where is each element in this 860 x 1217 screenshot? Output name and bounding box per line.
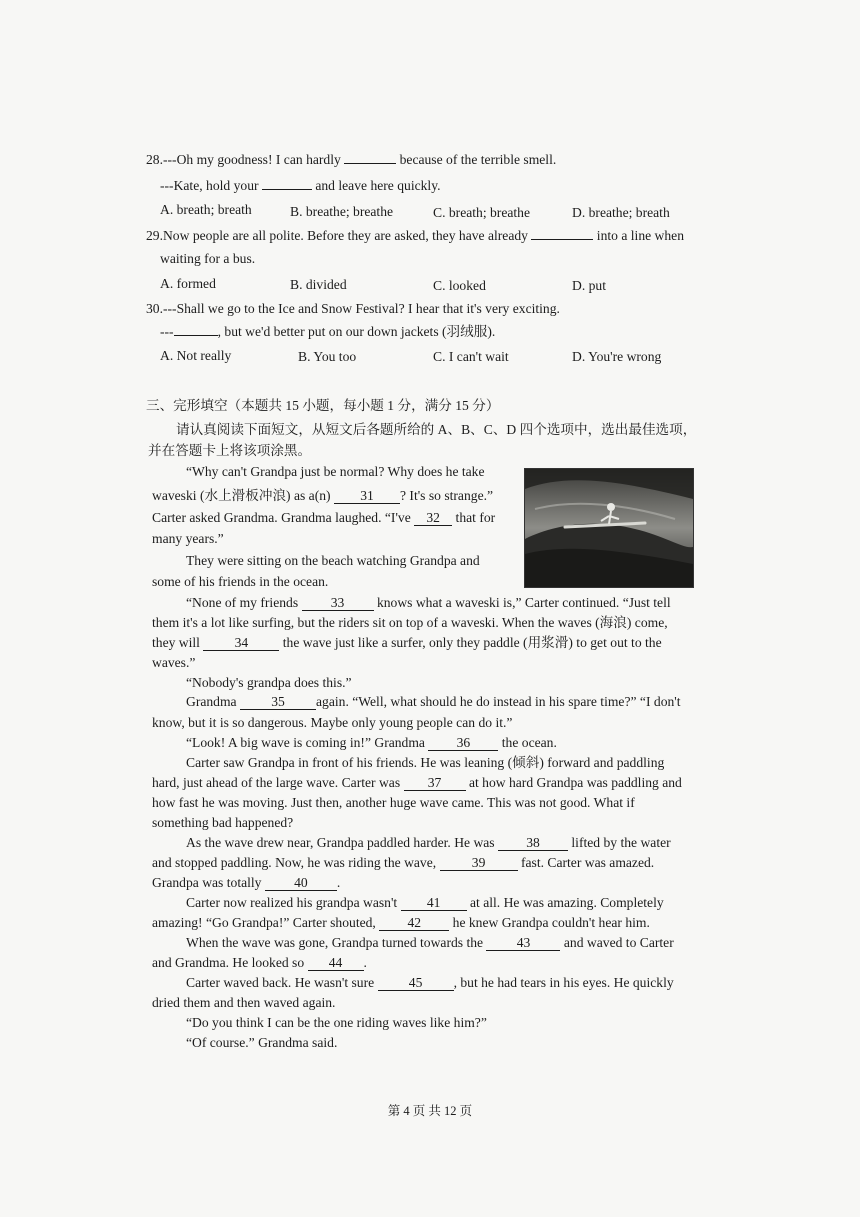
- blank-32: 32: [414, 511, 452, 526]
- passage-p1-line2-a: waveski (水上滑板冲浪) as a(n): [152, 488, 331, 503]
- blank-39: 39: [440, 856, 518, 871]
- passage-p8-line2: [152, 854, 654, 872]
- passage-p12: “Do you think I can be the one riding waves like him?”: [186, 1015, 487, 1030]
- q30-option-c: C. I can't wait: [433, 349, 509, 364]
- waveski-photo: [524, 468, 694, 588]
- passage-p5-line1: [186, 693, 681, 711]
- passage-p3-line3: [152, 634, 662, 652]
- q30-option-a: A. Not really: [160, 348, 232, 363]
- passage-p1-line1: “Why can't Grandpa just be normal? Why does he take: [186, 464, 485, 479]
- q28-stem-a: 28.---Oh my goodness! I can hardly: [146, 152, 341, 167]
- blank-45: 45: [378, 976, 454, 991]
- passage-p1-line2-b: ? It's so strange.”: [399, 488, 494, 503]
- passage-p10-line2: [152, 954, 367, 972]
- q28-line2: [160, 177, 441, 195]
- blank-33: 33: [302, 596, 374, 611]
- q28-stem: [146, 151, 556, 169]
- passage-p3-line3-b: the wave just like a surfer, only they paddle (用浆滑) to get out to the: [282, 635, 662, 650]
- passage-p3-line1-b: knows what a waveski is,” Carter continued. “Just tell: [376, 595, 671, 610]
- passage-p5-line2: know, but it is so dangerous. Maybe only young people can do it.”: [152, 715, 513, 730]
- q28-stem-b: because of the terrible smell.: [399, 152, 557, 167]
- passage-p9-line1-b: at all. He was amazing. Completely: [470, 895, 664, 910]
- passage-p6-b: the ocean.: [501, 735, 557, 750]
- passage-p6-a: “Look! A big wave is coming in!” Grandma: [186, 735, 425, 750]
- blank-38: 38: [498, 836, 568, 851]
- passage-p3-line4: waves.”: [152, 655, 196, 670]
- passage-p3-line2: them it's a lot like surfing, but the riders sit on top of a waveski. When the waves (海浪) come,: [152, 615, 668, 630]
- q30-line2-b: , but we'd better put on our down jackets (羽绒服).: [217, 324, 496, 339]
- passage-p3-line1-a: “None of my friends: [186, 595, 299, 610]
- blank-31: 31: [334, 489, 400, 504]
- passage-p10-line1: [186, 934, 674, 952]
- q28-line2-a: ---Kate, hold your: [160, 178, 259, 193]
- q28-option-d: D. breathe; breath: [572, 205, 670, 220]
- passage-p3-line3-a: they will: [152, 635, 200, 650]
- q29-line2: waiting for a bus.: [160, 251, 256, 266]
- passage-p2-line2: some of his friends in the ocean.: [152, 574, 329, 589]
- passage-p8-line1-a: As the wave drew near, Grandpa paddled harder. He was: [186, 835, 495, 850]
- q29-stem-a: 29.Now people are all polite. Before they are asked, they have already: [146, 228, 528, 243]
- passage-p7-line3: how fast he was moving. Just then, another huge wave came. This was not good. What if: [152, 795, 635, 810]
- waveski-illustration: [525, 469, 693, 587]
- passage-p8-line3-b: .: [336, 875, 341, 890]
- q28-blank-2: [262, 189, 312, 190]
- q28-line2-b: and leave here quickly.: [315, 178, 441, 193]
- blank-43: 43: [486, 936, 560, 951]
- passage-p1-line3-a: Carter asked Grandma. Grandma laughed. “I've: [152, 510, 411, 525]
- passage-p8-line3-a: Grandpa was totally: [152, 875, 262, 890]
- passage-p1-line3: [152, 509, 495, 527]
- blank-41: 41: [401, 896, 467, 911]
- passage-p7-line2: [152, 774, 682, 792]
- passage-p11-line1: [186, 974, 674, 992]
- passage-p10-line1-a: When the wave was gone, Grandpa turned towards the: [186, 935, 484, 950]
- q29-stem-b: into a line when: [596, 228, 685, 243]
- passage-p9-line1: [186, 894, 664, 912]
- q30-line2-a: ---: [160, 324, 174, 339]
- passage-p1-line4: many years.”: [152, 531, 224, 546]
- passage-p6: [186, 734, 557, 752]
- passage-p4: “Nobody's grandpa does this.”: [186, 675, 352, 690]
- passage-p1-line3-b: that for: [455, 510, 496, 525]
- passage-p1-line2: [152, 487, 493, 505]
- q30-line2: [160, 323, 495, 341]
- blank-36: 36: [428, 736, 498, 751]
- q29-option-a: A. formed: [160, 276, 216, 291]
- passage-p8-line2-b: fast. Carter was amazed.: [520, 855, 655, 870]
- q29-option-c: C. looked: [433, 278, 486, 293]
- q29-stem: [146, 227, 684, 245]
- passage-p7-line2-a: hard, just ahead of the large wave. Carter was: [152, 775, 401, 790]
- blank-42: 42: [379, 916, 449, 931]
- section-heading: 三、完形填空（本题共 15 小题，每小题 1 分，满分 15 分）: [146, 398, 500, 413]
- passage-p7-line4: something bad happened?: [152, 815, 294, 830]
- passage-p7-line2-b: at how hard Grandpa was paddling and: [468, 775, 682, 790]
- q28-option-a: A. breath; breath: [160, 202, 252, 217]
- passage-p7-line1: Carter saw Grandpa in front of his friends. He was leaning (倾斜) forward and paddling: [186, 755, 665, 770]
- passage-p9-line2-a: amazing! “Go Grandpa!” Carter shouted,: [152, 915, 376, 930]
- passage-p10-line2-a: and Grandma. He looked so: [152, 955, 305, 970]
- passage-p8-line1-b: lifted by the water: [571, 835, 671, 850]
- section-instruction-1: 请认真阅读下面短文，从短文后各题所给的 A、B、C、D 四个选项中，选出最佳选项，: [176, 422, 697, 437]
- q28-blank-1: [344, 163, 396, 164]
- blank-37: 37: [404, 776, 466, 791]
- passage-p13: “Of course.” Grandma said.: [186, 1035, 338, 1050]
- passage-p3-line1: [186, 594, 671, 612]
- passage-p10-line1-b: and waved to Carter: [563, 935, 674, 950]
- page-number-footer: 第 4 页 共 12 页: [387, 1104, 473, 1118]
- passage-p11-line1-a: Carter waved back. He wasn't sure: [186, 975, 375, 990]
- q29-blank: [531, 239, 593, 240]
- section-instruction-2: 并在答题卡上将该项涂黑。: [148, 443, 312, 458]
- blank-34: 34: [203, 636, 279, 651]
- q28-option-c: C. breath; breathe: [433, 205, 531, 220]
- passage-p8-line3: [152, 874, 340, 892]
- q30-option-b: B. You too: [298, 349, 357, 364]
- blank-44: 44: [308, 956, 364, 971]
- q29-option-b: B. divided: [290, 277, 347, 292]
- passage-p9-line1-a: Carter now realized his grandpa wasn't: [186, 895, 398, 910]
- passage-p10-line2-b: .: [363, 955, 367, 970]
- passage-p9-line2: [152, 914, 650, 932]
- blank-35: 35: [240, 695, 316, 710]
- passage-p5-line1-a: Grandma: [186, 694, 237, 709]
- q30-option-d: D. You're wrong: [572, 349, 662, 364]
- q28-option-b: B. breathe; breathe: [290, 204, 394, 219]
- passage-p2-line1: They were sitting on the beach watching Grandpa and: [186, 553, 480, 568]
- passage-p5-line1-b: again. “Well, what should he do instead in his spare time?” “I don't: [316, 694, 681, 709]
- passage-p8-line2-a: and stopped paddling. Now, he was riding the wave,: [152, 855, 437, 870]
- q30-blank: [174, 335, 218, 336]
- passage-p11-line2: dried them and then waved again.: [152, 995, 336, 1010]
- blank-40: 40: [265, 876, 337, 891]
- q29-option-d: D. put: [572, 278, 606, 293]
- q30-stem: 30.---Shall we go to the Ice and Snow Festival? I hear that it's very exciting.: [146, 301, 560, 316]
- passage-p11-line1-b: , but he had tears in his eyes. He quickly: [453, 975, 674, 990]
- passage-p9-line2-b: he knew Grandpa couldn't hear him.: [452, 915, 650, 930]
- passage-p8-line1: [186, 834, 671, 852]
